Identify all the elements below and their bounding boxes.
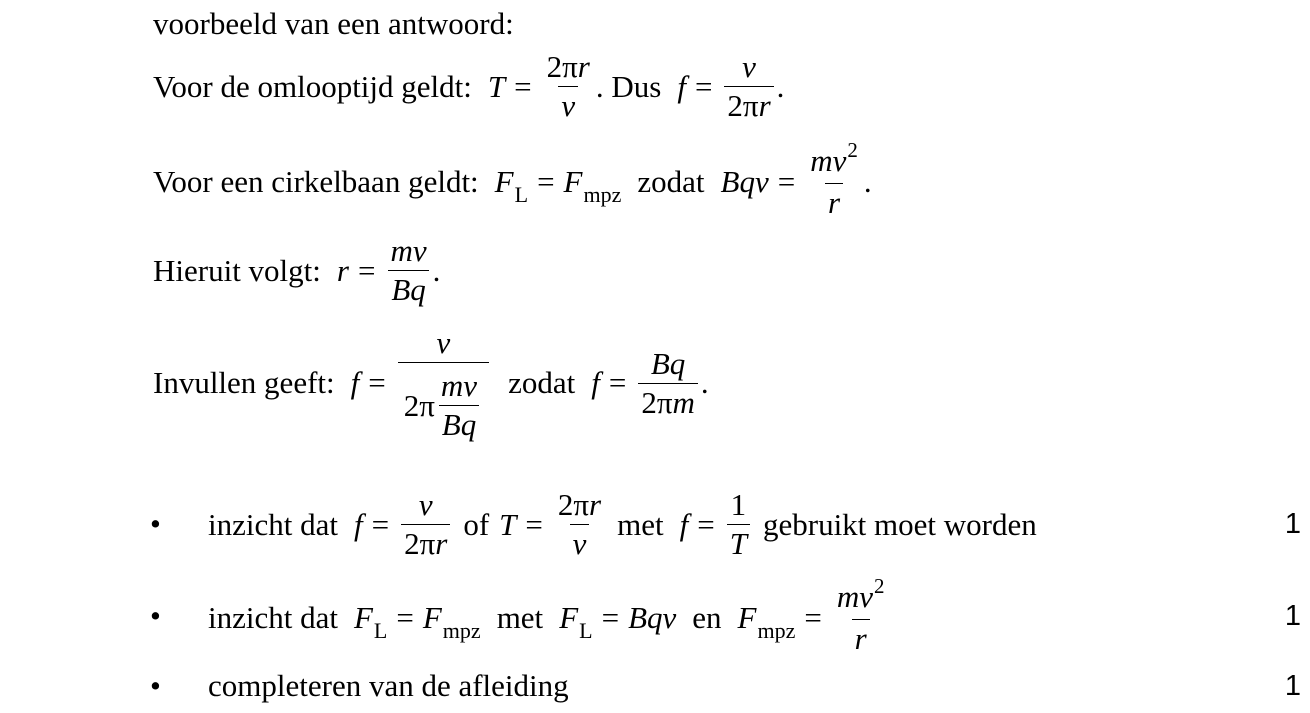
symbol-T: T (487, 68, 506, 104)
fraction-v-over-2pir: $\frac{v}{2\pi r}$ (724, 48, 773, 125)
symbol-F-L: $F_L$ (494, 164, 529, 207)
equals-sign: = (537, 164, 555, 199)
equals-sign: = (608, 365, 627, 400)
symbol-F-mpz: $F_{mpz}$ (563, 164, 622, 207)
symbol-Bqv: Bqv (720, 164, 769, 199)
symbol-f: f (591, 365, 600, 400)
fraction-2pir-over-v: $\frac{2\pi r}{v}$ (546, 49, 590, 123)
equals-sign: = (514, 68, 532, 104)
zodat-text: zodat (508, 365, 576, 400)
symbol-r: r (336, 252, 349, 288)
criterion-3-text: completeren van de afleiding (208, 668, 569, 703)
period-dot: . (432, 252, 441, 288)
intro-text: voorbeeld van een antwoord: (153, 6, 514, 41)
radius-text: Hieruit volgt: (153, 252, 321, 288)
fraction-2pir-over-v: $\frac{2\pi r}{v}$ (557, 487, 602, 561)
period-text: Voor de omlooptijd geldt: (153, 68, 472, 104)
period-dot: . (863, 164, 872, 199)
bullet: • (150, 598, 161, 633)
equals-sign: = (694, 68, 713, 104)
bullet: • (150, 506, 161, 541)
criterion-2-text: inzicht dat $F_L$ = $F_{mpz}$ met $F_L$ = Bqv en $F_{mpz}$ = $\frac{mv^2}{r}$ (208, 578, 891, 658)
symbol-f: f (350, 365, 360, 400)
period-dot: . (776, 68, 785, 104)
equals-sign: = (368, 365, 386, 400)
substitution-text: Invullen geeft: (153, 365, 335, 400)
radius-line (153, 232, 440, 309)
zodat-text: zodat (637, 164, 705, 199)
circular-orbit-line (153, 138, 872, 222)
period-dot: . (700, 365, 709, 400)
fraction-Bq-over-2pim: $\frac{Bq}{2\pi m}$ (638, 345, 698, 422)
fraction-1-over-T: $\frac{1}{T}$ (727, 486, 750, 563)
circular-orbit-text: Voor een cirkelbaan geldt: (153, 164, 479, 199)
equals-sign: = (777, 164, 796, 199)
intro-line (153, 6, 514, 42)
criterion-1-text: inzicht dat f = $\frac{v}{2\pi r}$ of T = $\frac{2\pi r}{v}$ met f = $\frac{1}{T}$ gebruikt moet worden (208, 487, 1037, 561)
score: 1 (1284, 600, 1301, 632)
symbol-f: f (677, 68, 686, 104)
substitution-line (153, 322, 709, 444)
score: 1 (1284, 670, 1301, 702)
period-line (153, 48, 784, 125)
fraction-mv-over-Bq: $\frac{mv}{Bq}$ (387, 232, 429, 309)
bullet: • (150, 668, 161, 703)
equals-sign: = (357, 252, 376, 288)
fraction-mv2-over-r: $\frac{mv^2}{r}$ (810, 138, 858, 220)
fraction-mv2-over-r: $\frac{mv^2}{r}$ (836, 574, 885, 656)
score: 1 (1284, 508, 1301, 540)
fraction-v-over-2pir: $\frac{v}{2\pi r}$ (401, 486, 450, 563)
dus-text: . Dus (595, 68, 662, 104)
fraction-v-over-2pi-mv-over-Bq: v 2 π $\frac{mv}{Bq}$ (398, 324, 489, 444)
